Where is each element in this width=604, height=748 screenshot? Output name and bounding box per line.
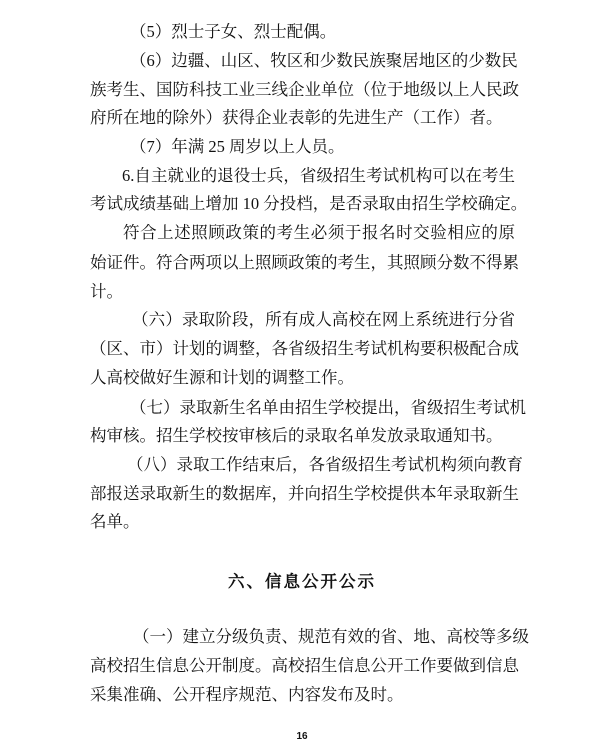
paragraph-line: （八）录取工作结束后，各省级招生考试机构须向教育	[127, 455, 523, 474]
paragraph-line: 府所在地的除外）获得企业表彰的先进生产（工作）者。	[90, 108, 503, 127]
paragraph-line: 族考生、国防科技工业三线企业单位（位于地级以上人民政	[90, 80, 519, 99]
paragraph-line: 计。	[90, 282, 123, 301]
paragraph-line: 人高校做好生源和计划的调整工作。	[90, 368, 354, 387]
paragraph-line: （区、市）计划的调整，各省级招生考试机构要积极配合成	[90, 339, 519, 358]
paragraph-line: 采集准确、公开程序规范、内容发布及时。	[90, 685, 404, 704]
paragraph-line: （6）边疆、山区、牧区和少数民族聚居地区的少数民	[130, 51, 518, 70]
paragraph-line: （一）建立分级负责、规范有效的省、地、高校等多级	[133, 627, 529, 646]
paragraph-line: （5）烈士子女、烈士配偶。	[130, 22, 337, 41]
paragraph-line: 考试成绩基础上增加 10 分投档，是否录取由招生学校确定。	[90, 194, 528, 213]
paragraph-line: 构审核。招生学校按审核后的录取名单发放录取通知书。	[90, 426, 503, 445]
section-heading: 六、信息公开公示	[228, 572, 376, 591]
paragraph-line: 名单。	[90, 512, 140, 531]
paragraph-line: （七）录取新生名单由招生学校提出，省级招生考试机	[130, 398, 526, 417]
paragraph-line: 符合上述照顾政策的考生必须于报名时交验相应的原	[123, 223, 515, 242]
paragraph-line: （7）年满 25 周岁以上人员。	[130, 137, 345, 156]
page-number: 16	[296, 731, 308, 742]
paragraph-line: 部报送录取新生的数据库，并向招生学校提供本年录取新生	[90, 484, 519, 503]
paragraph-line: 高校招生信息公开制度。高校招生信息公开工作要做到信息	[90, 656, 519, 675]
paragraph-line: 6.自主就业的退役士兵，省级招生考试机构可以在考生	[122, 166, 515, 185]
paragraph-line: 始证件。符合两项以上照顾政策的考生，其照顾分数不得累	[90, 253, 519, 272]
paragraph-line: （六）录取阶段，所有成人高校在网上系统进行分省	[132, 310, 515, 329]
